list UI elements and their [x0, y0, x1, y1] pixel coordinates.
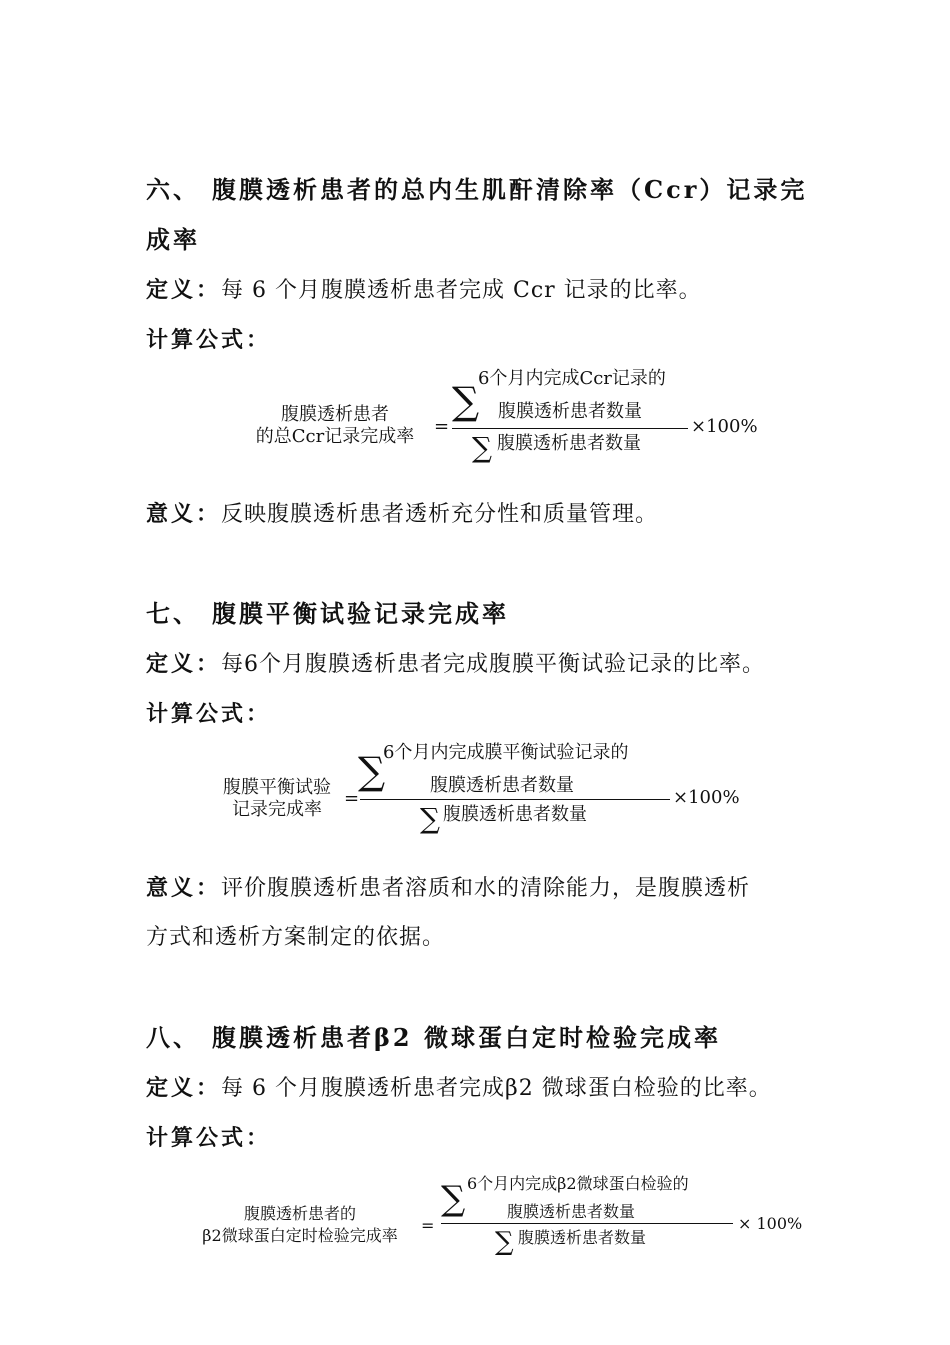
meaning-label: 意义：: [146, 501, 222, 527]
sum-symbol: ∑: [441, 1179, 466, 1219]
formula-lhs-line1: 腹膜透析患者: [281, 404, 389, 425]
formula-numerator-line2: 腹膜透析患者数量: [498, 401, 642, 422]
section-6-heading: [146, 164, 816, 216]
formula-multiplier: ×100%: [673, 787, 740, 808]
formula-equals: =: [434, 416, 450, 437]
section-8-heading: [146, 1012, 816, 1064]
meaning-label: 意义：: [146, 875, 222, 901]
definition-label: 定义：: [146, 1075, 222, 1101]
formula-numerator-line2: 腹膜透析患者数量: [430, 775, 574, 796]
sum-symbol: ∑: [495, 1227, 514, 1257]
definition-text: 每6个月腹膜透析患者完成腹膜平衡试验记录的比率。: [221, 652, 766, 677]
section-7-title: 腹膜平衡试验记录完成率: [212, 599, 509, 628]
meaning-text-line2: 方式和透析方案制定的依据。: [146, 925, 446, 950]
formula-multiplier: ×100%: [691, 416, 758, 437]
section-6-formula-label: [146, 325, 816, 356]
section-7-meaning: [146, 873, 816, 904]
section-6-definition: [146, 275, 816, 306]
formula-lhs-line2: β2微球蛋白定时检验完成率: [202, 1226, 398, 1245]
fraction-bar: [452, 428, 688, 429]
formula-lhs-line1: 腹膜透析患者的: [243, 1204, 356, 1223]
formula-denominator: 腹膜透析患者数量: [497, 433, 641, 454]
section-8-number: 八、: [146, 1023, 200, 1052]
sum-symbol: ∑: [358, 749, 386, 793]
section-7-meaning-continued: [146, 923, 816, 953]
section-6-number: 六、: [146, 175, 200, 204]
sum-symbol: ∑: [472, 431, 492, 464]
section-6-title-line1: 腹膜透析患者的总内生肌酐清除率（Ccr）记录完: [212, 175, 808, 204]
section-8-formula-label: [146, 1123, 816, 1154]
formula-equals: =: [344, 788, 360, 809]
section-7-heading: [146, 588, 816, 640]
formula-numerator-line2: 腹膜透析患者数量: [507, 1202, 636, 1221]
formula-denominator: 腹膜透析患者数量: [518, 1228, 647, 1247]
formula-denominator: 腹膜透析患者数量: [443, 804, 587, 825]
section-7-number: 七、: [146, 599, 200, 628]
section-6-title-line2: 成率: [146, 225, 200, 254]
section-7-definition: [146, 649, 816, 680]
formula-equals: =: [421, 1216, 435, 1235]
definition-text: 每 6 个月腹膜透析患者完成β2 微球蛋白检验的比率。: [221, 1076, 772, 1101]
definition-label: 定义：: [146, 651, 222, 677]
fraction-bar: [360, 799, 670, 800]
sum-symbol: ∑: [452, 379, 480, 423]
formula-numerator-line1: 6个月内完成膜平衡试验记录的: [383, 742, 629, 763]
formula-label: 计算公式：: [146, 327, 272, 353]
meaning-text: 反映腹膜透析患者透析充分性和质量管理。: [221, 502, 659, 527]
fraction-bar: [441, 1223, 733, 1224]
definition-label: 定义：: [146, 277, 222, 303]
section-8-title: 腹膜透析患者β2 微球蛋白定时检验完成率: [212, 1023, 721, 1052]
section-8-definition: [146, 1073, 816, 1104]
formula-numerator-line1: 6个月内完成β2微球蛋白检验的: [467, 1174, 689, 1193]
formula-lhs-line2: 记录完成率: [232, 799, 322, 820]
section-6-heading-continued: [146, 214, 816, 266]
definition-text: 每 6 个月腹膜透析患者完成 Ccr 记录的比率。: [221, 278, 702, 303]
section-7-formula-label: [146, 699, 816, 730]
section-6-meaning: [146, 499, 816, 530]
meaning-text-line1: 评价腹膜透析患者溶质和水的清除能力，是腹膜透析: [221, 876, 751, 901]
sum-symbol: ∑: [420, 802, 440, 835]
formula-label: 计算公式：: [146, 701, 272, 727]
formula-label: 计算公式：: [146, 1125, 272, 1151]
formula-lhs-line1: 腹膜平衡试验: [223, 777, 331, 798]
formula-numerator-line1: 6个月内完成Ccr记录的: [478, 368, 666, 389]
formula-lhs-line2: 的总Ccr记录完成率: [255, 426, 415, 447]
formula-multiplier: × 100%: [738, 1214, 803, 1233]
